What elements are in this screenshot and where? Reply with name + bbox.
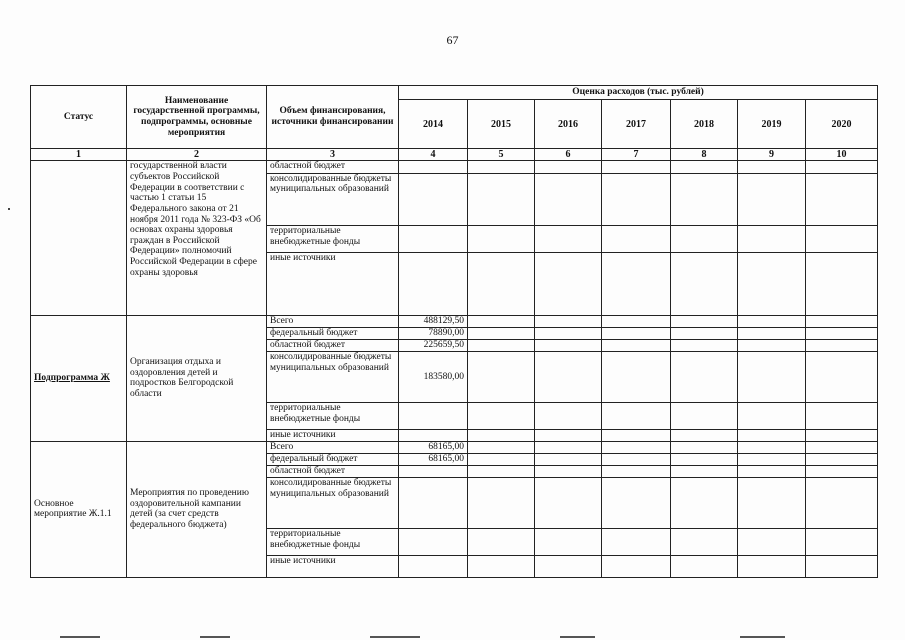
- table-row: [31, 161, 878, 173]
- header-year: 2014: [399, 100, 468, 149]
- value-empty-cell: [671, 173, 738, 226]
- value-empty-cell: [806, 252, 878, 315]
- value-empty-cell: [806, 352, 878, 403]
- program-name-cell: Мероприятия по проведению оздоровительной кампании детей (за счет средств федерального бюджета): [127, 441, 267, 577]
- value-2014-cell: [399, 429, 468, 441]
- value-empty-cell: [738, 403, 806, 429]
- value-empty-cell: [468, 173, 535, 226]
- program-name-cell: Организация отдыха и оздоровления детей и подростков Белгородской области: [127, 315, 267, 441]
- value-empty-cell: [738, 327, 806, 339]
- value-empty-cell: [602, 173, 671, 226]
- value-empty-cell: [535, 340, 602, 352]
- funding-source-cell: федеральный бюджет: [267, 327, 399, 339]
- program-name-cell: государственной власти субъектов Российской Федерации в соответствии с частью 1 статьи 15 Федерального закона от 21 ноября 2011 года № 323-ФЗ «Об основах охраны здоровья граждан в Российской Федерации» полномочий Российской Федерации в сфере охраны здоровья: [127, 161, 267, 315]
- value-empty-cell: [806, 315, 878, 327]
- value-empty-cell: [535, 478, 602, 529]
- value-empty-cell: [671, 352, 738, 403]
- budget-table: [30, 85, 878, 578]
- header-name: Наименование государственной программы, подпрограммы, основные мероприятия: [127, 86, 267, 149]
- column-number: 3: [267, 148, 399, 160]
- funding-source-cell: иные источники: [267, 252, 399, 315]
- value-empty-cell: [535, 403, 602, 429]
- value-empty-cell: [602, 555, 671, 577]
- value-empty-cell: [535, 466, 602, 478]
- funding-source-cell: областной бюджет: [267, 161, 399, 173]
- value-empty-cell: [602, 429, 671, 441]
- value-empty-cell: [602, 352, 671, 403]
- scan-artifact-dot: [8, 208, 10, 210]
- value-empty-cell: [738, 226, 806, 252]
- value-empty-cell: [806, 173, 878, 226]
- value-empty-cell: [806, 453, 878, 465]
- header-volume: Объем финансирования, источники финансировании: [267, 86, 399, 149]
- value-empty-cell: [671, 529, 738, 555]
- value-empty-cell: [806, 555, 878, 577]
- funding-source-cell: иные источники: [267, 555, 399, 577]
- value-empty-cell: [738, 441, 806, 453]
- value-empty-cell: [602, 466, 671, 478]
- value-empty-cell: [738, 529, 806, 555]
- value-empty-cell: [602, 529, 671, 555]
- column-number: 4: [399, 148, 468, 160]
- header-year: 2016: [535, 100, 602, 149]
- value-empty-cell: [468, 161, 535, 173]
- column-number: 6: [535, 148, 602, 160]
- page-number: 67: [446, 33, 459, 47]
- value-2014-cell: [399, 478, 468, 529]
- value-empty-cell: [671, 327, 738, 339]
- value-empty-cell: [535, 453, 602, 465]
- value-empty-cell: [468, 555, 535, 577]
- value-empty-cell: [738, 252, 806, 315]
- column-number: 10: [806, 148, 878, 160]
- column-number: 7: [602, 148, 671, 160]
- value-empty-cell: [468, 340, 535, 352]
- table-body: [31, 161, 878, 578]
- value-empty-cell: [738, 466, 806, 478]
- header-year: 2018: [671, 100, 738, 149]
- value-empty-cell: [535, 173, 602, 226]
- funding-source-cell: консолидированные бюджеты муниципальных образований: [267, 352, 399, 403]
- value-empty-cell: [468, 315, 535, 327]
- value-empty-cell: [468, 226, 535, 252]
- funding-source-cell: областной бюджет: [267, 340, 399, 352]
- value-empty-cell: [806, 403, 878, 429]
- funding-source-cell: территориальные внебюджетные фонды: [267, 529, 399, 555]
- value-empty-cell: [671, 441, 738, 453]
- value-2014-cell: [399, 161, 468, 173]
- column-number: 8: [671, 148, 738, 160]
- value-empty-cell: [602, 226, 671, 252]
- header-year: 2019: [738, 100, 806, 149]
- value-empty-cell: [806, 340, 878, 352]
- table-row: [31, 441, 878, 453]
- value-empty-cell: [535, 555, 602, 577]
- value-empty-cell: [535, 441, 602, 453]
- value-empty-cell: [806, 478, 878, 529]
- funding-source-cell: Всего: [267, 315, 399, 327]
- header-estimate: Оценка расходов (тыс. рублей): [399, 86, 878, 100]
- value-empty-cell: [468, 466, 535, 478]
- value-empty-cell: [671, 340, 738, 352]
- header-year: 2020: [806, 100, 878, 149]
- value-2014-cell: 68165,00: [399, 453, 468, 465]
- funding-source-cell: областной бюджет: [267, 466, 399, 478]
- value-2014-cell: 68165,00: [399, 441, 468, 453]
- value-empty-cell: [671, 315, 738, 327]
- funding-source-cell: консолидированные бюджеты муниципальных образований: [267, 478, 399, 529]
- value-empty-cell: [468, 441, 535, 453]
- value-empty-cell: [468, 478, 535, 529]
- value-empty-cell: [535, 327, 602, 339]
- value-empty-cell: [738, 352, 806, 403]
- value-empty-cell: [535, 352, 602, 403]
- value-2014-cell: 488129,50: [399, 315, 468, 327]
- value-empty-cell: [671, 429, 738, 441]
- funding-source-cell: иные источники: [267, 429, 399, 441]
- value-empty-cell: [806, 226, 878, 252]
- value-empty-cell: [671, 466, 738, 478]
- value-2014-cell: 78890,00: [399, 327, 468, 339]
- value-empty-cell: [671, 226, 738, 252]
- value-empty-cell: [468, 252, 535, 315]
- value-empty-cell: [535, 161, 602, 173]
- scan-edge-marks: [0, 634, 905, 640]
- value-2014-cell: [399, 173, 468, 226]
- funding-source-cell: территориальные внебюджетные фонды: [267, 226, 399, 252]
- value-empty-cell: [806, 529, 878, 555]
- funding-source-cell: Всего: [267, 441, 399, 453]
- value-empty-cell: [535, 529, 602, 555]
- value-empty-cell: [806, 429, 878, 441]
- value-empty-cell: [602, 478, 671, 529]
- header-status: Статус: [31, 86, 127, 149]
- value-empty-cell: [602, 252, 671, 315]
- status-cell: Подпрограмма Ж: [31, 315, 127, 441]
- value-empty-cell: [602, 441, 671, 453]
- value-empty-cell: [535, 252, 602, 315]
- value-2014-cell: [399, 226, 468, 252]
- value-empty-cell: [602, 340, 671, 352]
- table-row: [31, 315, 878, 327]
- value-empty-cell: [468, 352, 535, 403]
- value-empty-cell: [806, 327, 878, 339]
- value-empty-cell: [535, 429, 602, 441]
- header-year: 2015: [468, 100, 535, 149]
- value-empty-cell: [738, 340, 806, 352]
- column-number: 1: [31, 148, 127, 160]
- value-empty-cell: [468, 403, 535, 429]
- funding-source-cell: территориальные внебюджетные фонды: [267, 403, 399, 429]
- value-empty-cell: [602, 327, 671, 339]
- value-2014-cell: [399, 403, 468, 429]
- status-cell: Основное мероприятие Ж.1.1: [31, 441, 127, 577]
- value-empty-cell: [738, 315, 806, 327]
- value-empty-cell: [671, 161, 738, 173]
- value-empty-cell: [535, 315, 602, 327]
- value-empty-cell: [806, 161, 878, 173]
- value-empty-cell: [468, 529, 535, 555]
- column-number: 9: [738, 148, 806, 160]
- value-empty-cell: [806, 466, 878, 478]
- funding-source-cell: консолидированные бюджеты муниципальных образований: [267, 173, 399, 226]
- value-empty-cell: [738, 173, 806, 226]
- value-empty-cell: [738, 429, 806, 441]
- value-2014-cell: [399, 252, 468, 315]
- value-2014-cell: [399, 466, 468, 478]
- value-empty-cell: [738, 555, 806, 577]
- value-empty-cell: [806, 441, 878, 453]
- value-empty-cell: [535, 226, 602, 252]
- value-empty-cell: [738, 478, 806, 529]
- value-empty-cell: [671, 453, 738, 465]
- column-number: 5: [468, 148, 535, 160]
- value-2014-cell: [399, 555, 468, 577]
- value-empty-cell: [468, 327, 535, 339]
- value-2014-cell: 183580,00: [399, 352, 468, 403]
- status-cell: [31, 161, 127, 315]
- value-empty-cell: [738, 453, 806, 465]
- value-empty-cell: [602, 453, 671, 465]
- value-empty-cell: [671, 252, 738, 315]
- value-empty-cell: [738, 161, 806, 173]
- value-empty-cell: [602, 161, 671, 173]
- value-empty-cell: [602, 403, 671, 429]
- column-number: 2: [127, 148, 267, 160]
- value-empty-cell: [602, 315, 671, 327]
- header-year: 2017: [602, 100, 671, 149]
- value-2014-cell: 225659,50: [399, 340, 468, 352]
- value-empty-cell: [468, 453, 535, 465]
- funding-source-cell: федеральный бюджет: [267, 453, 399, 465]
- value-empty-cell: [671, 555, 738, 577]
- value-empty-cell: [468, 429, 535, 441]
- value-empty-cell: [671, 403, 738, 429]
- value-empty-cell: [671, 478, 738, 529]
- value-2014-cell: [399, 529, 468, 555]
